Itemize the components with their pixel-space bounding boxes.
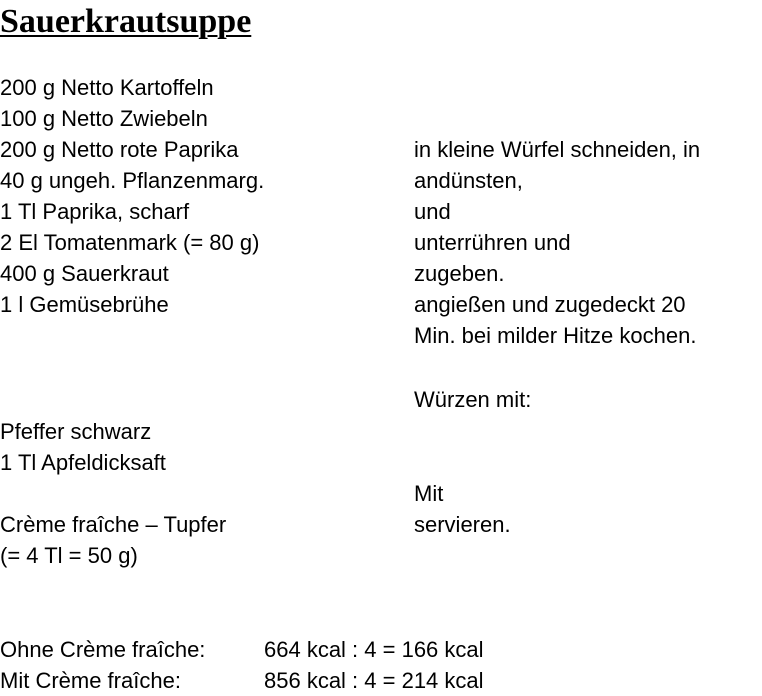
ingredient-line: 200 g Netto rote Paprika — [0, 137, 239, 162]
nutrition-label: Mit Crème fraîche: — [0, 668, 181, 693]
ingredient-line: 400 g Sauerkraut — [0, 261, 169, 286]
instruction-line: Min. bei milder Hitze kochen. — [414, 323, 697, 348]
ingredient-line: 200 g Netto Kartoffeln — [0, 75, 214, 100]
instruction-line: und — [414, 199, 451, 224]
seasoning-line: Pfeffer schwarz — [0, 419, 152, 444]
ingredient-line: 2 El Tomatenmark (= 80 g) — [0, 230, 260, 255]
instruction-line: angießen und zugedeckt 20 — [414, 292, 686, 317]
ingredient-line: 1 Tl Paprika, scharf — [0, 199, 190, 224]
nutrition-label: Ohne Crème fraîche: — [0, 637, 206, 662]
seasoning-line: 1 Tl Apfeldicksaft — [0, 450, 166, 475]
page-title: Sauerkrautsuppe — [0, 3, 252, 40]
instruction-line: andünsten, — [414, 168, 523, 193]
ingredient-line: 1 l Gemüsebrühe — [0, 292, 169, 317]
ingredient-line: 40 g ungeh. Pflanzenmarg. — [0, 168, 265, 193]
serve-ingredient-note: (= 4 Tl = 50 g) — [0, 543, 138, 568]
seasoning-label: Würzen mit: — [414, 387, 532, 412]
serve-prefix: Mit — [414, 481, 444, 506]
serve-suffix: servieren. — [414, 512, 511, 537]
instruction-line: unterrühren und — [414, 230, 571, 255]
instruction-line: zugeben. — [414, 261, 505, 286]
nutrition-value: 664 kcal : 4 = 166 kcal — [264, 637, 484, 662]
instruction-line: in kleine Würfel schneiden, in — [414, 137, 701, 162]
ingredient-line: 100 g Netto Zwiebeln — [0, 106, 208, 131]
nutrition-value: 856 kcal : 4 = 214 kcal — [264, 668, 484, 693]
serve-ingredient: Crème fraîche – Tupfer — [0, 512, 227, 537]
